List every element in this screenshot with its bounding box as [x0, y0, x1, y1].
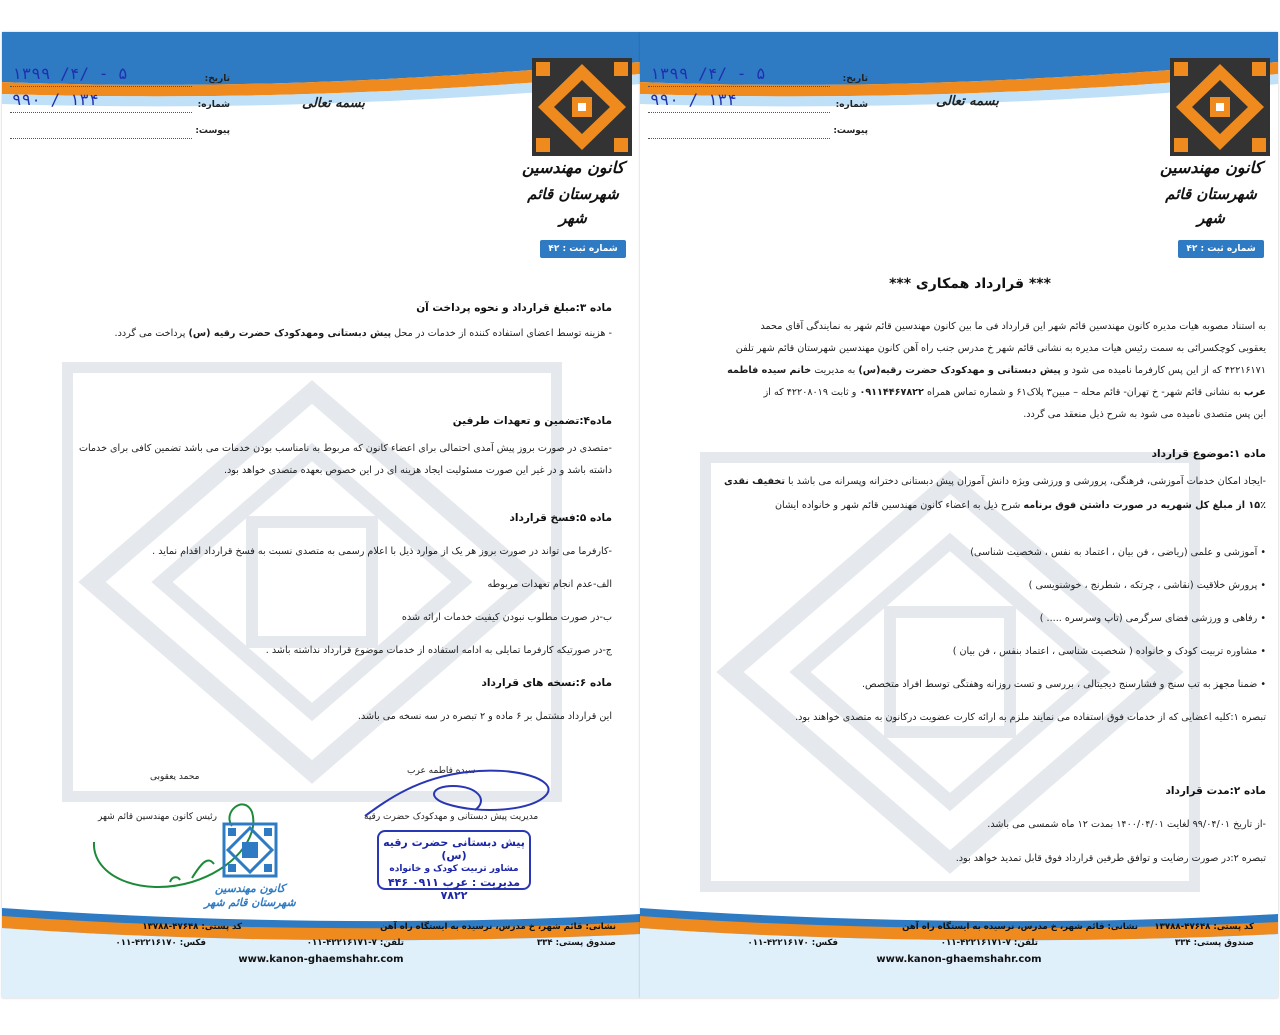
header-fields — [10, 66, 230, 144]
intro-line-3 — [666, 360, 1266, 382]
number-field — [10, 92, 230, 118]
intro-line-3-text: ۴۲۲۱۶۱۷۱ که از این پس کارفرما نامیده می شود و — [1063, 365, 1266, 376]
article-3 — [52, 302, 612, 339]
service-item-2 — [666, 569, 1266, 602]
article-6-heading: ماده ۶:نسخه های قرارداد — [481, 677, 612, 689]
basmala: بسمه تعالی — [302, 96, 365, 111]
article-1-heading: ماده ۱:موضوع قرارداد — [1151, 448, 1266, 460]
article-1-line-1-text: -ایجاد امکان خدمات آموزشی، فرهنگی، پرورشی و ورزشی ویژه دانش آموزان پیش دبستانی دخترانه وپسرانه می باشد با — [788, 476, 1266, 487]
attachment-field — [648, 118, 868, 144]
stamp-line-1: پیش دبستانی حضرت رقیه (س) — [383, 836, 525, 862]
article-4-line-2: داشته باشد و در غیر این صورت مسئولیت ایجاد هزینه ای در این خصوص بعهده متصدی خواهد بود. — [223, 465, 612, 476]
basmala: بسمه تعالی — [936, 94, 999, 109]
stamp-line-3: مدیریت : عرب ۰۹۱۱ ۴۴۶ ۷۸۲۲ — [387, 876, 521, 902]
number-value: ۹۹۰ / ۱۳۴ — [650, 90, 737, 109]
date-field — [648, 66, 868, 92]
website-link[interactable]: www.kanon-ghaemshahr.com — [876, 954, 1042, 965]
footer-po-box: صندوق پستی: ۳۳۴ — [1174, 938, 1254, 948]
date-line — [10, 86, 192, 87]
footer-address: نشانی: قائم شهر، خ مدرس، نرسیده به ایستگاه راه آهن — [902, 922, 1138, 932]
article-1-discount-detail: ۱۵٪ از مبلغ کل شهریه در صورت داشتن فوق برنامه — [1023, 500, 1266, 511]
signer-left-name: محمد یعقوبی — [150, 772, 200, 782]
date-line — [648, 86, 830, 87]
number-label: شماره: — [835, 100, 868, 110]
org-city: شهرستان قائم شهر — [527, 185, 619, 227]
service-item-2-text: پرورش خلاقیت (نقاشی ، چرتکه ، شطرنج ، خوشنویسی ) — [1028, 580, 1258, 591]
org-logo — [1170, 58, 1270, 156]
date-value: ۱۳۹۹ /۴/ - ۵ — [12, 64, 128, 83]
registration-badge: شماره ثبت : ۴۲ — [1178, 240, 1264, 258]
date-label: تاریخ: — [842, 74, 868, 84]
attachment-field — [10, 118, 230, 144]
intro-management: به مدیریت — [814, 365, 856, 376]
footer-postal-code: کد پستی: ۴۷۶۴۸-۱۳۷۸۸ — [1154, 922, 1254, 932]
article-3-text-bold: پیش دبستانی ومهدکودک حضرت رقیه (س) — [188, 328, 392, 339]
bullet-icon: • — [1257, 613, 1266, 624]
service-item-4 — [666, 635, 1266, 668]
bullet-icon: • — [1257, 679, 1266, 690]
kindergarten-stamp — [377, 830, 531, 902]
article-5-item-b: ب-در صورت مطلوب نبودن کیفیت خدمات ارائه شده — [401, 612, 612, 623]
number-value: ۹۹۰ / ۱۳۴ — [12, 90, 99, 109]
article-2 — [666, 774, 1266, 876]
intro-line-5: این پس متصدی نامیده می شود به شرح ذیل منعقد می گردد. — [1023, 409, 1266, 420]
article-3-heading: ماده ۳:مبلغ قرارداد و نحوه پرداخت آن — [416, 302, 612, 314]
signer-left-title: رئیس کانون مهندسین قائم شهر — [98, 812, 217, 822]
intro-landline: و ثابت ۴۲۲۰۸۰۱۹ که از — [763, 387, 857, 398]
intro-address: به نشانی قائم شهر- خ تهران- قائم محله – مبین۳ پلاک۶۱ و شماره تماس همراه — [926, 387, 1241, 398]
footer-phone: تلفن: ۷-۴۲۲۱۶۱۷۱-۰۱۱ — [940, 938, 1038, 948]
attachment-label: پیوست: — [195, 126, 230, 136]
intro-line-4 — [666, 382, 1266, 404]
org-name: کانون مهندسین — [1159, 158, 1263, 177]
article-3-text — [52, 328, 612, 339]
signature-arab — [357, 760, 562, 826]
service-item-1 — [666, 536, 1266, 569]
seal-org-name: کانون مهندسین — [214, 882, 286, 895]
number-field — [648, 92, 868, 118]
article-5-heading: ماده ۵:فسخ قرارداد — [509, 512, 612, 524]
article-5-item-c: ج-در صورتیکه کارفرما تمایلی به ادامه استفاده از خدمات موضوع قرارداد نداشته باشد . — [265, 645, 612, 656]
bullet-icon: • — [1257, 646, 1266, 657]
footer-phone: تلفن: ۷-۴۲۲۱۶۱۷۱-۰۱۱ — [306, 938, 404, 948]
signer-right-name: سیده فاطمه عرب — [407, 766, 476, 776]
number-line — [10, 112, 192, 113]
bullet-icon: • — [1257, 580, 1266, 591]
article-3-text-a: - هزینه توسط اعضای استفاده کننده از خدمات در محل — [394, 328, 612, 339]
service-item-1-text: آموزشی و علمی (ریاضی ، فن بیان ، اعتماد به نفس ، شخصیت شناسی) — [970, 547, 1258, 558]
stamp-line-2: مشاور تربیت کودک و خانواده — [389, 864, 519, 874]
article-5-item-a: الف-عدم انجام تعهدات مربوطه — [487, 579, 612, 590]
article-3-text-b: پرداخت می گردد. — [114, 328, 186, 339]
service-item-3 — [666, 602, 1266, 635]
article-5 — [32, 502, 612, 733]
attachment-line — [10, 138, 192, 139]
date-value: ۱۳۹۹ /۴/ - ۵ — [650, 64, 766, 83]
intro-line-2: یعقوبی کوچکسرائی به سمت رئیس هیات مدیره به نشانی قائم شهر خ مدرس جنب راه آهن کانون مهندسین شهرستان قائم شهر تلفن — [735, 343, 1266, 354]
article-1-services — [666, 536, 1266, 734]
article-1-line-2-text: شرح ذیل به اعضاء کانون مهندسین قائم شهر و خانواده ایشان — [775, 500, 1021, 511]
org-logo — [532, 58, 632, 156]
footer-address: نشانی: قائم شهر، خ مدرس، نرسیده به ایستگاه راه آهن — [380, 922, 616, 932]
article-2-heading: ماده ۲:مدت قرارداد — [1165, 785, 1266, 797]
article-1 — [666, 442, 1266, 518]
article-1-line-2 — [666, 494, 1266, 518]
contract-intro — [666, 316, 1266, 426]
number-line — [648, 112, 830, 113]
article-4-heading: ماده۴:تضمین و تعهدات طرفین — [452, 415, 612, 427]
note-2: تبصره ۲:در صورت رضایت و توافق طرفین قرارداد فوق قابل تمدید خواهد بود. — [955, 853, 1266, 864]
service-item-5 — [666, 668, 1266, 701]
number-label: شماره: — [197, 100, 230, 110]
intro-kindergarten-name: پیش دبستانی و مهدکودک حضرت رقیه(س) — [858, 365, 1061, 376]
attachment-line — [648, 138, 830, 139]
contract-title: *** قرارداد همکاری *** — [889, 276, 1051, 292]
seal-org-city: شهرستان قائم شهر — [204, 896, 296, 909]
intro-manager-surname: عرب — [1243, 387, 1266, 398]
bullet-icon: • — [1257, 547, 1266, 558]
note-1: تبصره ۱:کلیه اعضایی که از خدمات فوق استفاده می نمایند ملزم به ارائه کارت عضویت درکانون به متصدی خواهند بود. — [795, 712, 1266, 723]
intro-mobile: ۰۹۱۱۴۴۶۷۸۲۲ — [859, 387, 924, 398]
org-city: شهرستان قائم شهر — [1165, 185, 1257, 227]
service-item-4-text: مشاوره تربیت کودک و خانواده ( شخصیت شناسی ، اعتماد بنفس ، فن بیان ) — [952, 646, 1258, 657]
org-name: کانون مهندسین — [521, 158, 625, 177]
intro-line-1: به استناد مصوبه هیات مدیره کانون مهندسین قائم شهر این قرارداد فی ما بین کانون مهندسین قائم شهر به نمایندگی آقای محمد — [760, 321, 1266, 332]
footer-postal-code: کد پستی: ۴۷۶۴۸-۱۳۷۸۸ — [142, 922, 242, 932]
article-6-text: این قرارداد مشتمل بر ۶ ماده و ۲ تبصره در سه نسخه می باشد. — [357, 711, 612, 722]
footer-fax: فکس: ۴۲۲۱۶۱۷۰-۰۱۱ — [115, 938, 206, 948]
article-5-line-1: -کارفرما می تواند در صورت بروز هر یک از موارد ذیل با اعلام رسمی به متصدی نسبت به فسخ قرارداد اقدام نماید . — [152, 546, 612, 557]
footer-po-box: صندوق پستی: ۳۳۴ — [536, 938, 616, 948]
service-item-3-text: رفاهی و ورزشی فضای سرگرمی (تاپ وسرسره ..... ) — [1039, 613, 1258, 624]
footer-fax: فکس: ۴۲۲۱۶۱۷۰-۰۱۱ — [747, 938, 838, 948]
article-1-discount: تخفیف نقدی — [723, 476, 785, 487]
service-item-5-text: ضمنا مجهز به تب سنج و فشارسنج دیجیتالی ، بررسی و تست روزانه وهفتگی توسط افراد متخصص. — [861, 679, 1258, 690]
signer-right-title: مدیریت پیش دبستانی و مهدکودک حضرت رقیه — [364, 812, 539, 822]
article-4 — [22, 410, 612, 482]
contract-page-2 — [2, 32, 640, 998]
header-fields — [648, 66, 868, 144]
date-field — [10, 66, 230, 92]
registration-badge: شماره ثبت : ۴۲ — [540, 240, 626, 258]
article-2-text: -از تاریخ ۹۹/۰۴/۰۱ لغایت ۱۴۰۰/۰۴/۰۱ بمدت ۱۲ ماه شمسی می باشد. — [987, 819, 1266, 830]
contract-page-1 — [640, 32, 1278, 998]
date-label: تاریخ: — [204, 74, 230, 84]
intro-manager-name: خانم سیده فاطمه — [727, 365, 812, 376]
website-link[interactable]: www.kanon-ghaemshahr.com — [238, 954, 404, 965]
article-4-line-1: -متصدی در صورت بروز پیش آمدی احتمالی برای اعضاء کانون که مربوط به نامناسب بودن خدمات می باشد تضمین کافی برای خدمات — [78, 443, 612, 454]
article-1-line-1 — [666, 470, 1266, 494]
attachment-label: پیوست: — [833, 126, 868, 136]
